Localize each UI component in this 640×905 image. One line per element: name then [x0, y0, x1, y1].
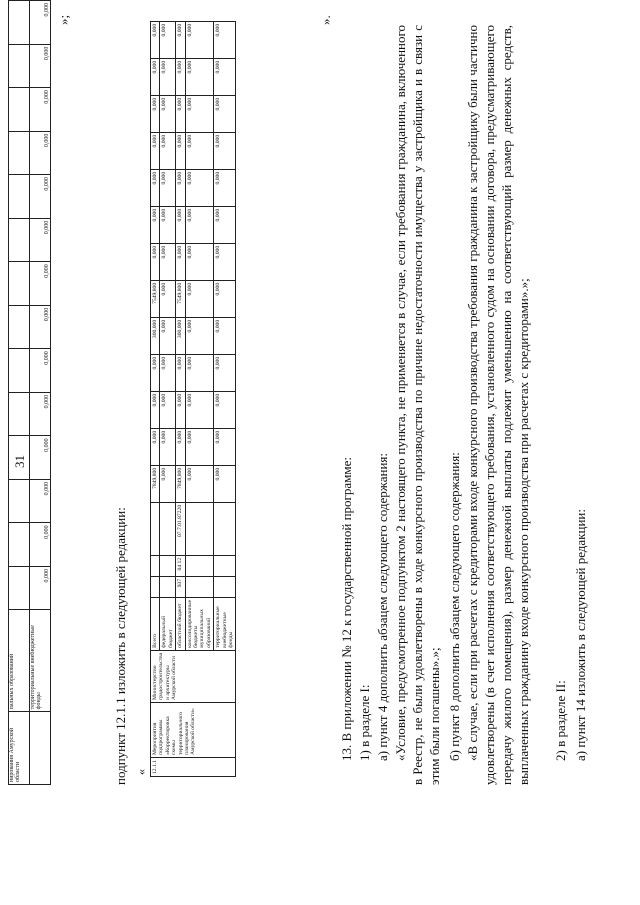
table-cell: 0,000: [214, 465, 236, 502]
table-cell: 0,000: [185, 317, 214, 354]
table-cell: 0,000: [30, 392, 51, 436]
table-cell: 0,000: [151, 169, 160, 206]
table-cell: 0,000: [185, 95, 214, 132]
table-cell: 0,000: [185, 428, 214, 465]
paragraph: [552, 25, 569, 785]
table-cell: 0,000: [185, 243, 214, 280]
table-cell: 0,000: [30, 436, 51, 480]
paragraph: [356, 25, 373, 785]
table-cell: 0,000: [151, 391, 160, 428]
executor-name: Министерство градостроительства и архитектуры Амурской области: [151, 650, 236, 702]
funding-source: территориальные внебюджетные фонды: [214, 597, 236, 650]
table-cell: 0,000: [214, 354, 236, 391]
rzpr-code: [151, 555, 160, 576]
table-cell: 0,000: [160, 280, 176, 317]
paragraph: [446, 25, 463, 785]
table-cell: 0,000: [176, 206, 185, 243]
paragraph: [338, 25, 355, 785]
paragraph-text: 2) в разделе II:: [553, 680, 568, 761]
table-row: [9, 1, 30, 785]
table-cell: 0,000: [151, 354, 160, 391]
grbs-code: [214, 576, 236, 597]
table-cell: 0,000: [185, 169, 214, 206]
table-cell: 0,000: [176, 243, 185, 280]
funding-source: федеральный бюджет: [160, 597, 176, 650]
table-cell: 0,000: [30, 479, 51, 523]
table-cell: 0,000: [160, 317, 176, 354]
table-cell: 0,000: [176, 95, 185, 132]
paragraph-text: 13. В приложении № 12 к государственной программе:: [339, 457, 354, 761]
paragraph: [392, 25, 443, 785]
funding-source: областной бюджет: [176, 597, 185, 650]
table-cell: 0,000: [176, 58, 185, 95]
paragraph-text: «В случае, если при расчетах с кредиторами входе конкурсного производства требования гражданина к застройщику были частично удовлетворены (в счет исполнения соответствующего требования, установленного судом на основании договора, предусматривающего передачу жилого помещения), размер денежной выплаты подлежит уменьшению на соответствующий размер денежных средств, выплаченных гражданину входе конкурсного производства при расчетах с кредиторами».»;: [465, 25, 531, 785]
csr-code: [214, 502, 236, 555]
csr-code: [185, 502, 214, 555]
top-table-fragment: [8, 0, 51, 785]
rzpr-code: [185, 555, 214, 576]
table-cell: 0,000: [176, 354, 185, 391]
closing-quote: ».: [318, 15, 333, 25]
table-cell: 0,000: [160, 428, 176, 465]
event-name: Мероприятия подпрограммы «Корректировка схемы территориального планирования Амурской области»: [151, 703, 236, 758]
table-cell: 0,000: [160, 206, 176, 243]
table-cell: 0,000: [214, 169, 236, 206]
paragraph-text: «Условие, предусмотренное подпунктом 2 настоящего пункта, не применяется в случае, если требования гражданина, включенного в Реестр, не были удовлетворены в ходе конкурсного производства по причине недостаточности имущества у застройщика и в связи с этим были погашены».»;: [393, 25, 442, 785]
table-cell: 0,000: [214, 428, 236, 465]
grbs-code: 937: [176, 576, 185, 597]
table-cell: 7849,800: [151, 465, 160, 502]
table-cell: 0,000: [30, 349, 51, 393]
table-cell: 0,000: [214, 317, 236, 354]
table-row: [30, 1, 51, 785]
table-cell: 0,000: [160, 95, 176, 132]
table-cell: 7549,800: [176, 280, 185, 317]
table-cell: 0,000: [160, 58, 176, 95]
table-cell: 0,000: [185, 21, 214, 58]
grbs-code: [151, 576, 160, 597]
table-cell: 0,000: [30, 175, 51, 219]
paragraph-text: а) пункт 14 изложить в следующей редакции:: [573, 509, 588, 761]
paragraph-text: 1) в разделе I:: [357, 684, 372, 761]
opening-quote: «: [134, 769, 148, 775]
cell-text: территориальные: [30, 664, 36, 710]
cell-text: внебюджетные фонды: [30, 625, 42, 710]
table-cell: 0,000: [160, 354, 176, 391]
table-cell: 7549,800: [151, 280, 160, 317]
table-cell: 0,000: [214, 243, 236, 280]
program-table: [150, 21, 236, 777]
table-cell: 0,000: [30, 523, 51, 567]
table-cell: 0,000: [185, 58, 214, 95]
table-cell: 0,000: [30, 566, 51, 610]
table-cell: 0,000: [30, 1, 51, 45]
funding-source: консолидированные бюджеты муниципальных образований: [185, 597, 214, 650]
table-cell: 0,000: [185, 280, 214, 317]
table-cell: 0,000: [151, 132, 160, 169]
rzpr-code: 04 12: [176, 555, 185, 576]
table-cell-label: [30, 610, 51, 712]
table-cell: 0,000: [30, 262, 51, 306]
table-cell: 0,000: [30, 305, 51, 349]
table-cell: 0,000: [185, 206, 214, 243]
rzpr-code: [160, 555, 176, 576]
table-cell: 0,000: [214, 21, 236, 58]
csr-code: 07.7.01.87220: [176, 502, 185, 555]
table-cell: 0,000: [176, 169, 185, 206]
table-cell: 300,000: [151, 317, 160, 354]
table-cell: 0,000: [30, 88, 51, 132]
table-cell-label: пальных образований: [9, 610, 30, 712]
paragraph-text: а) пункт 4 дополнить абзацем следующего содержания:: [375, 452, 390, 761]
table-cell: 0,000: [151, 21, 160, 58]
table-cell: 0,000: [185, 354, 214, 391]
table-cell: 0,000: [214, 58, 236, 95]
table-cell: 0,000: [214, 95, 236, 132]
table-cell: 0,000: [160, 169, 176, 206]
section-heading: подпункт 12.1.1 изложить в следующей редакции:: [113, 507, 128, 785]
paragraph: [464, 25, 532, 785]
table-row: [151, 21, 160, 776]
table-cell: 0,000: [160, 243, 176, 280]
page-number: 31: [12, 455, 27, 468]
table-cell: 0,000: [185, 391, 214, 428]
table-cell: 0,000: [30, 218, 51, 262]
grbs-code: [185, 576, 214, 597]
rzpr-code: [214, 555, 236, 576]
table-cell: 7849,800: [176, 465, 185, 502]
table-cell: 0,000: [160, 21, 176, 58]
table-cell: 0,000: [214, 391, 236, 428]
table-cell: 0,000: [160, 132, 176, 169]
table-cell: 0,000: [176, 21, 185, 58]
table-cell: 0,000: [176, 428, 185, 465]
table-cell: 0,000: [214, 206, 236, 243]
table-cell: 0,000: [30, 44, 51, 88]
table-cell: 0,000: [160, 465, 176, 502]
csr-code: [160, 502, 176, 555]
table-cell: 0,000: [185, 465, 214, 502]
paragraph: [374, 25, 391, 785]
table-cell: 0,000: [214, 132, 236, 169]
table-cell: 0,000: [151, 428, 160, 465]
table-cell: 0,000: [151, 206, 160, 243]
table-cell: 0,000: [30, 131, 51, 175]
grbs-code: [160, 576, 176, 597]
table-cell: 0,000: [160, 391, 176, 428]
table-cell: 300,000: [176, 317, 185, 354]
csr-code: [151, 502, 160, 555]
table-cell: 0,000: [151, 58, 160, 95]
table-cell: 0,000: [176, 132, 185, 169]
row-number: 12.1.1: [151, 758, 236, 777]
paragraph-text: б) пункт 8 дополнить абзацем следующего содержания:: [447, 452, 462, 761]
table-cell: 0,000: [214, 280, 236, 317]
table-cell: 0,000: [151, 243, 160, 280]
table-cell: 0,000: [176, 391, 185, 428]
paragraph: [572, 25, 589, 785]
table-cell: 0,000: [151, 95, 160, 132]
table-cell-label: нирования Амурской области: [9, 712, 30, 785]
table-cell: 0,000: [185, 132, 214, 169]
funding-source: Всего: [151, 597, 160, 650]
closing-quote: »;: [56, 14, 71, 25]
